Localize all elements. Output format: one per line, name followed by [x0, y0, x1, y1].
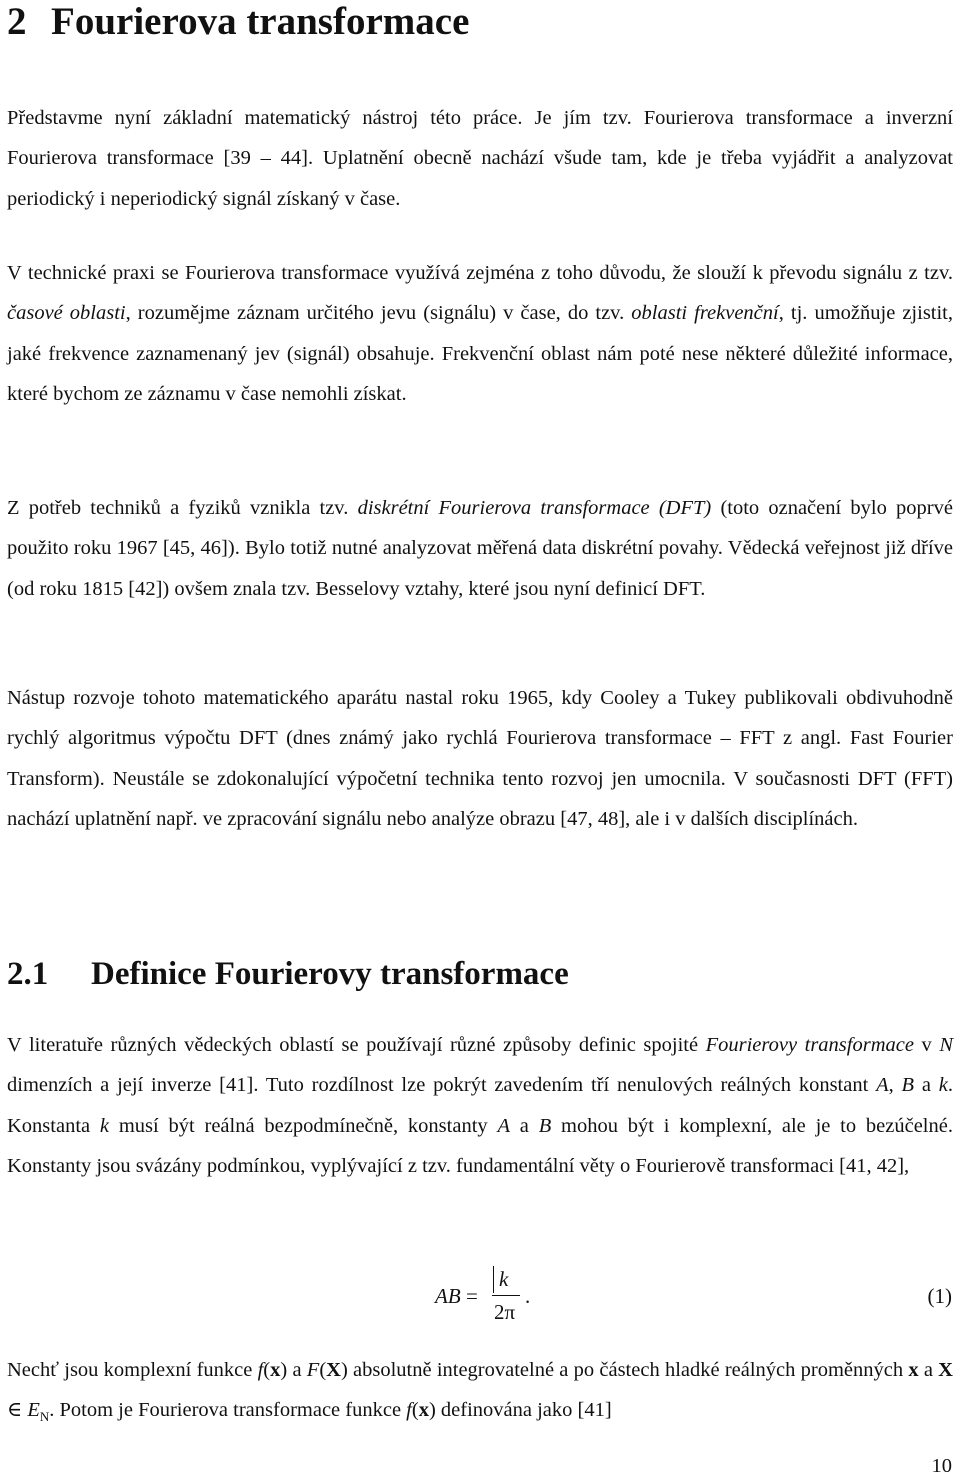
- paragraph-dft-origin: Z potřeb techniků a fyziků vznikla tzv. diskrétní Fourierova transformace (DFT) (toto označení bylo poprvé použito roku 1967 [45, 46]). Bylo totiž nutné analyzovat měřená data diskrétní povahy. Vědecká veřejnost již dříve (od roku 1815 [42]) ovšem znala tzv. Besselovy vztahy, které jsou nyní definicí DFT.: [7, 497, 953, 600]
- paragraph-function-def: Nechť jsou komplexní funkce f(x) a F(X) absolutně integrovatelné a po částech hladké reálných proměnných x a X ∈ $E_N$. Potom je Fourierova transformace funkce f(x) definována jako [41]: [7, 1359, 953, 1425]
- paragraph-fft-history: Nástup rozvoje tohoto matematického aparátu nastal roku 1965, kdy Cooley a Tukey publikovali obdivuhodně rychlý algoritmus výpočtu DFT (dnes známý jako rychlá Fourierova transformace – FFT z angl. Fast Fourier Transform). Neustále se zdokonalující výpočetní technika tento rozvoj jen umocnila. V současnosti DFT (FFT) nachází uplatnění např. ve zpracování signálu nebo analýze obrazu [47, 48], ale i v dalších disciplínách.: [7, 687, 953, 831]
- equation-lhs: AB: [435, 1284, 461, 1308]
- equation-1: [0, 1262, 960, 1332]
- sqrt-bar: [493, 1266, 494, 1293]
- page-number: 10: [931, 1455, 952, 1477]
- equation-number: (1): [927, 1284, 952, 1308]
- fraction-numerator: k: [499, 1267, 509, 1291]
- equals-sign: =: [466, 1284, 478, 1308]
- equation-period: .: [525, 1284, 531, 1308]
- fraction-denominator: 2π: [494, 1300, 516, 1324]
- paragraph-technical-practice: V technické praxi se Fourierova transformace využívá zejména z toho důvodu, že slouží k převodu signálu z tzv. časové oblasti, rozumějme záznam určitého jevu (signálu) v čase, do tzv. oblasti frekvenční, tj. umožňuje zjistit, jaké frekvence zaznamenaný jev (signál) obsahuje. Frekvenční oblast nám poté nese některé důležité informace, které bychom ze záznamu v čase nemohli získat.: [7, 262, 954, 406]
- section-title: Definice Fourierovy transformace: [91, 956, 569, 992]
- chapter-heading: [7, 0, 469, 44]
- paragraph-definitions: V literatuře různých vědeckých oblastí se používají různé způsoby definic spojité Fourierovy transformace v N dimenzích a její inverze [41]. Tuto rozdílnost lze pokrýt zavedením tří nenulových reálných konstant A, B a k. Konstanta k musí být reálná bezpodmínečně, konstanty A a B mohou být i komplexní, ale je to bezúčelné. Konstanty jsou svázány podmínkou, vyplývající z tzv. fundamentální věty o Fourierově transformaci [41, 42],: [7, 1034, 953, 1178]
- section-number: 2.1: [7, 956, 49, 992]
- section-heading: [7, 952, 569, 996]
- chapter-title: Fourierova transformace: [51, 0, 470, 43]
- fraction-bar: [492, 1295, 520, 1296]
- paragraph-intro: Představme nyní základní matematický nástroj této práce. Je jím tzv. Fourierova transformace a inverzní Fourierova transformace [39 – 44]. Uplatnění obecně nachází všude tam, kde je třeba vyjádřit a analyzovat periodický i neperiodický signál získaný v čase.: [7, 107, 953, 210]
- chapter-number: 2: [7, 0, 27, 43]
